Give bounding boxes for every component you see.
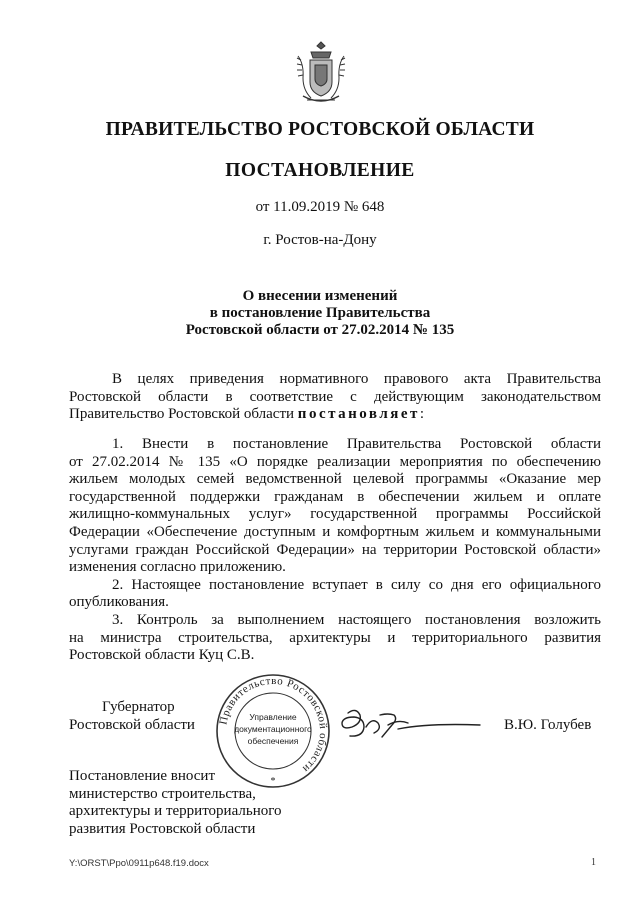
page-number: 1 (591, 857, 596, 868)
text-line: Федерации «Обеспечение доступным и комфортным жильем и коммунальными (69, 523, 601, 540)
handwritten-signature (336, 705, 486, 747)
text-line: государственной поддержки гражданам в обеспечении жильем и оплате (69, 488, 601, 505)
stamp-ring-text: Правительство Ростовской области (217, 674, 330, 776)
text-line: министерство строительства, (69, 785, 256, 802)
text-line: архитектуры и территориального (69, 803, 282, 820)
decree-word: постановляет (297, 406, 420, 423)
document-type: ПОСТАНОВЛЕНИЕ (225, 160, 415, 181)
stamp-inner-line: документационного (234, 724, 312, 734)
stamp-inner-line: Управление (249, 712, 297, 722)
text-line: 2. Настоящее постановление вступает в силу со дня его официального (112, 576, 601, 593)
text-line (69, 406, 601, 424)
text-fragment: : (419, 406, 425, 423)
text-line: 1. Внести в постановление Правительства Ростовской области (112, 436, 601, 452)
text-line: 3. Контроль за выполнением настоящего постановления возложить (112, 611, 601, 628)
governor-name: В.Ю. Голубев (504, 717, 592, 733)
subject-line: Ростовской области от 27.02.2014 № 135 (185, 322, 455, 338)
text-line: Постановление вносит (69, 768, 216, 784)
position-title: Губернатор (102, 699, 175, 715)
text-line: жилищно-коммунальных услуг» государственной программы Российской (69, 506, 601, 523)
footer-file-path: Y:\ORST\Ppo\0911p648.f19.docx (69, 858, 209, 869)
text-line: В целях приведения нормативного правового акта Правительства (112, 371, 601, 387)
stamp-inner-line: обеспечения (247, 736, 299, 746)
text-line: изменения согласно приложению. (69, 559, 286, 576)
intro-paragraph (69, 371, 601, 424)
document-city: г. Ростов-на-Дону (263, 232, 377, 248)
signatory-position (69, 699, 195, 734)
text-line: опубликования. (69, 594, 169, 611)
resolution-items (69, 436, 601, 665)
subject-line: О внесении изменений (242, 288, 398, 304)
text-line: Ростовской области в соответствие с действующим законодательством (69, 388, 601, 405)
stamp-star: * (270, 776, 276, 787)
government-title: ПРАВИТЕЛЬСТВО РОСТОВСКОЙ ОБЛАСТИ (105, 119, 535, 140)
submitted-by-note (69, 768, 282, 838)
subject-line: в постановление Правительства (209, 305, 431, 321)
document-date-number: от 11.09.2019 № 648 (255, 199, 385, 215)
text-fragment: Правительство Ростовской области (69, 406, 298, 423)
text-line: Ростовской области Куц С.В. (69, 647, 255, 664)
text-line: на министра строительства, архитектуры и территориального развития (69, 629, 601, 646)
text-line: от 27.02.2014 № 135 «О порядке реализации мероприятия по обеспечению (69, 453, 601, 470)
position-region: Ростовской области (69, 716, 195, 733)
coat-of-arms-emblem (293, 38, 349, 108)
document-subject (0, 288, 640, 339)
text-line: развития Ростовской области (69, 820, 256, 837)
text-line: жильем молодых семей ведомственной целевой программы «Оказание мер (69, 471, 601, 488)
text-line: услугами граждан Российской Федерации» на территории Ростовской области» (69, 541, 601, 558)
